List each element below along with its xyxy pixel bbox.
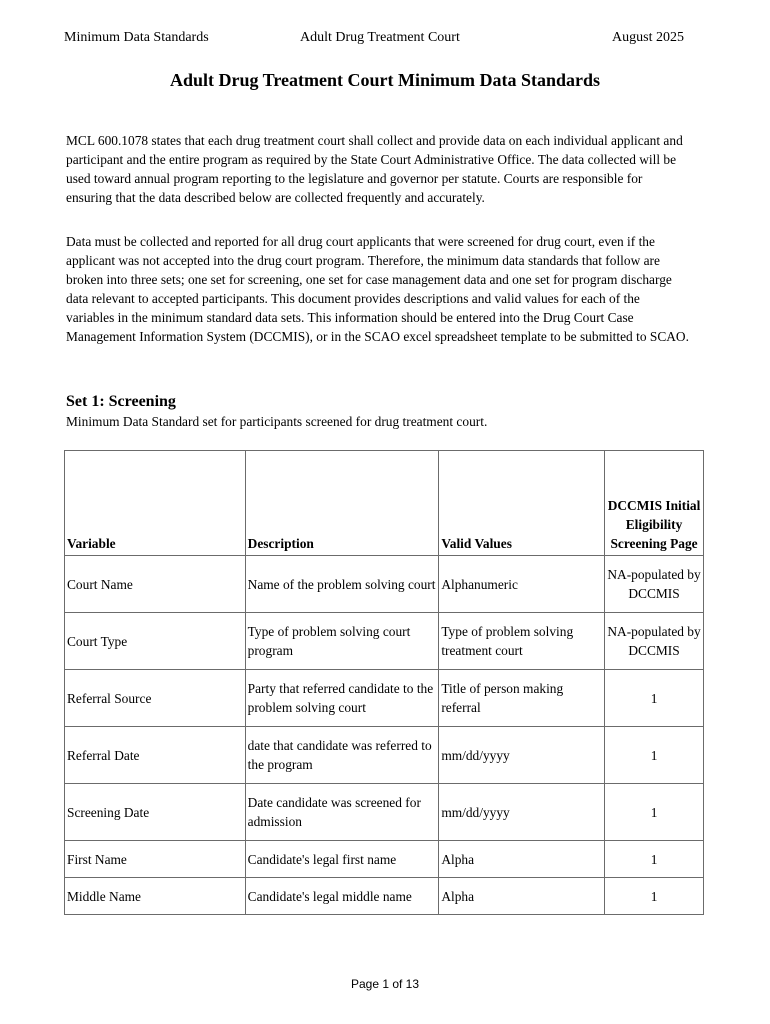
table-row [65, 727, 704, 784]
intro-paragraph-statute: MCL 600.1078 states that each drug treatment court shall collect and provide data on each individual applicant and participant and the entire program as required by the State Court Administrative Office. The data collected will be used toward annual program reporting to the legislature and governor per statute. Courts are responsible for ensuring that the data described below are collected frequently and accurately. [66, 133, 683, 205]
cell-description: Party that referred candidate to the problem solving court [245, 670, 439, 727]
table-row [65, 784, 704, 841]
cell-page: 1 [605, 670, 704, 727]
cell-description: Type of problem solving court program [245, 613, 439, 670]
cell-page: 1 [605, 784, 704, 841]
cell-variable: Referral Source [65, 670, 246, 727]
cell-valid-values: Title of person making referral [439, 670, 605, 727]
document-title: Adult Drug Treatment Court Minimum Data Standards [169, 70, 600, 90]
cell-description: Date candidate was screened for admission [245, 784, 439, 841]
header-variable: Variable [65, 451, 246, 556]
set1-subheading: Minimum Data Standard set for participants screened for drug treatment court. [66, 414, 488, 429]
cell-variable: Screening Date [65, 784, 246, 841]
header-dccmis-page: DCCMIS Initial Eligibility Screening Page [605, 451, 704, 556]
header-date-text: August 2025 [612, 30, 684, 45]
cell-page: 1 [605, 841, 704, 878]
cell-variable: Court Type [65, 613, 246, 670]
table-row [65, 556, 704, 613]
intro-paragraph-collection: Data must be collected and reported for all drug court applicants that were screened for drug court, even if the applicant was not accepted into the drug court program. Therefore, the minimum data standards that follow are broken into three sets; one set for screening, one set for case management data and one set for program discharge data relevant to accepted participants. This document provides descriptions and valid values for each of the variables in the minimum standard data sets. This information should be entered into the Drug Court Case Management Information System (DCCMIS), or in the SCAO excel spreadsheet template to be submitted to SCAO. [66, 234, 689, 344]
table-row [65, 841, 704, 878]
cell-variable: First Name [65, 841, 246, 878]
cell-page: 1 [605, 727, 704, 784]
cell-valid-values: Type of problem solving treatment court [439, 613, 605, 670]
header-center-text: Adult Drug Treatment Court [300, 30, 460, 45]
cell-valid-values: Alpha [439, 841, 605, 878]
page-number-footer: Page 1 of 13 [350, 977, 420, 991]
cell-description: Candidate's legal first name [245, 841, 439, 878]
cell-variable: Referral Date [65, 727, 246, 784]
cell-page: 1 [605, 878, 704, 915]
cell-valid-values: mm/dd/yyyy [439, 784, 605, 841]
cell-page: NA-populated by DCCMIS [605, 613, 704, 670]
cell-description: Candidate's legal middle name [245, 878, 439, 915]
page-header [0, 30, 770, 48]
table-row [65, 670, 704, 727]
header-valid-values: Valid Values [439, 451, 605, 556]
table-row [65, 878, 704, 915]
cell-page: NA-populated by DCCMIS [605, 556, 704, 613]
cell-valid-values: mm/dd/yyyy [439, 727, 605, 784]
cell-variable: Court Name [65, 556, 246, 613]
header-description: Description [245, 451, 439, 556]
table-row [65, 613, 704, 670]
cell-valid-values: Alpha [439, 878, 605, 915]
cell-variable: Middle Name [65, 878, 246, 915]
set1-heading: Set 1: Screening [66, 393, 176, 410]
header-left-text: Minimum Data Standards [64, 30, 209, 45]
screening-data-table [64, 450, 704, 915]
table-header-row [65, 451, 704, 556]
cell-description: date that candidate was referred to the program [245, 727, 439, 784]
cell-description: Name of the problem solving court [245, 556, 439, 613]
cell-valid-values: Alphanumeric [439, 556, 605, 613]
